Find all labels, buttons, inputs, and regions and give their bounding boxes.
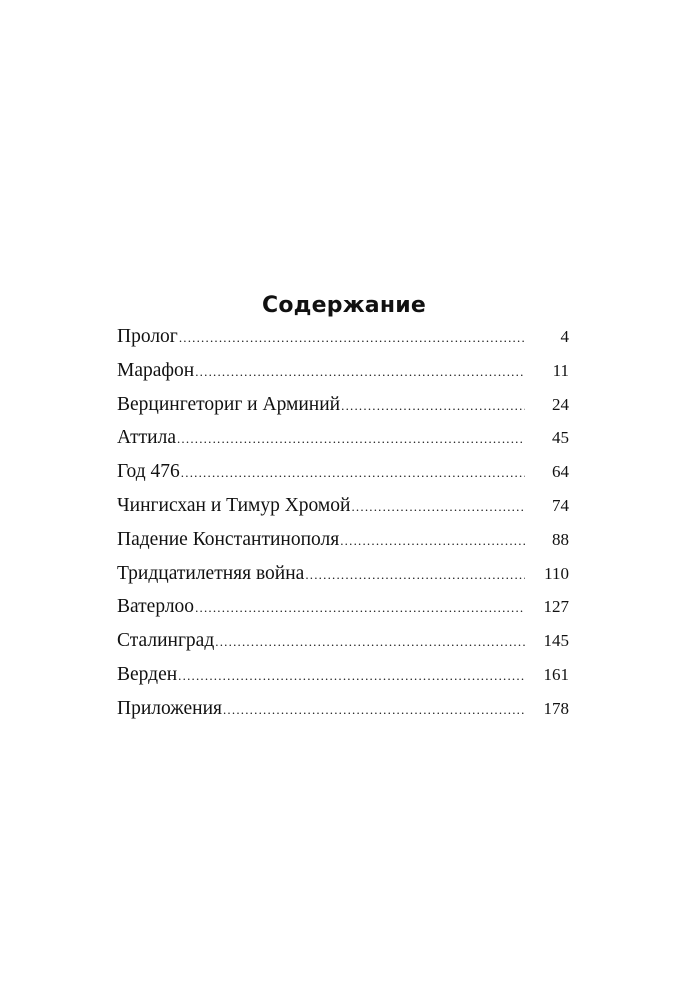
dot-leader bbox=[215, 634, 525, 650]
dot-leader bbox=[341, 398, 525, 414]
toc-entry-label: Год 476 bbox=[117, 461, 180, 483]
toc-entry-page: 64 bbox=[552, 462, 569, 482]
toc-entry[interactable] bbox=[117, 529, 569, 563]
toc-entry-page: 74 bbox=[552, 495, 569, 515]
dot-leader bbox=[195, 600, 525, 616]
toc-entry[interactable] bbox=[117, 630, 569, 664]
toc-entry[interactable] bbox=[117, 326, 569, 360]
toc-entry[interactable] bbox=[117, 698, 569, 732]
toc-entry-label: Аттила bbox=[117, 427, 176, 449]
toc-entry[interactable] bbox=[117, 664, 569, 698]
toc-entry-label: Приложения bbox=[117, 697, 222, 719]
toc-entry-label: Марафон bbox=[117, 359, 195, 381]
toc-entry-page: 161 bbox=[543, 664, 569, 684]
toc-entry[interactable] bbox=[117, 394, 569, 428]
toc-entry-label: Верден bbox=[117, 663, 178, 685]
toc-entry-label: Сталинград bbox=[117, 630, 215, 652]
toc-entry-page: 4 bbox=[560, 327, 569, 346]
table-of-contents bbox=[117, 326, 569, 732]
toc-entry[interactable] bbox=[117, 461, 569, 495]
toc-entry-page: 24 bbox=[552, 394, 569, 414]
toc-entry-label: Тридцатилетняя война bbox=[117, 562, 305, 584]
toc-entry-label: Пролог bbox=[117, 326, 178, 347]
toc-entry[interactable] bbox=[117, 596, 569, 630]
toc-entry-page: 11 bbox=[552, 360, 569, 380]
dot-leader bbox=[223, 702, 525, 718]
toc-entry-label: Верцингеториг и Арминий bbox=[117, 393, 341, 415]
dot-leader bbox=[179, 330, 525, 346]
toc-entry[interactable] bbox=[117, 427, 569, 461]
toc-entry-page: 45 bbox=[552, 428, 569, 448]
toc-entry-page: 88 bbox=[552, 529, 569, 549]
dot-leader bbox=[181, 465, 525, 481]
dot-leader bbox=[178, 668, 525, 684]
dot-leader bbox=[177, 431, 525, 447]
toc-entry[interactable] bbox=[117, 495, 569, 529]
page-title: Содержание bbox=[262, 292, 426, 318]
dot-leader bbox=[305, 567, 525, 583]
dot-leader bbox=[195, 364, 525, 380]
toc-entry-label: Падение Константинополя bbox=[117, 528, 340, 550]
toc-entry[interactable] bbox=[117, 563, 569, 597]
toc-entry-page: 110 bbox=[544, 563, 569, 583]
toc-entry-page: 178 bbox=[543, 698, 569, 718]
dot-leader bbox=[351, 499, 525, 515]
dot-leader bbox=[340, 533, 525, 549]
toc-entry-page: 145 bbox=[543, 631, 569, 651]
toc-entry-page: 127 bbox=[543, 597, 569, 617]
toc-entry-label: Чингисхан и Тимур Хромой bbox=[117, 494, 351, 516]
toc-entry[interactable] bbox=[117, 360, 569, 394]
toc-entry-label: Ватерлоо bbox=[117, 596, 195, 618]
